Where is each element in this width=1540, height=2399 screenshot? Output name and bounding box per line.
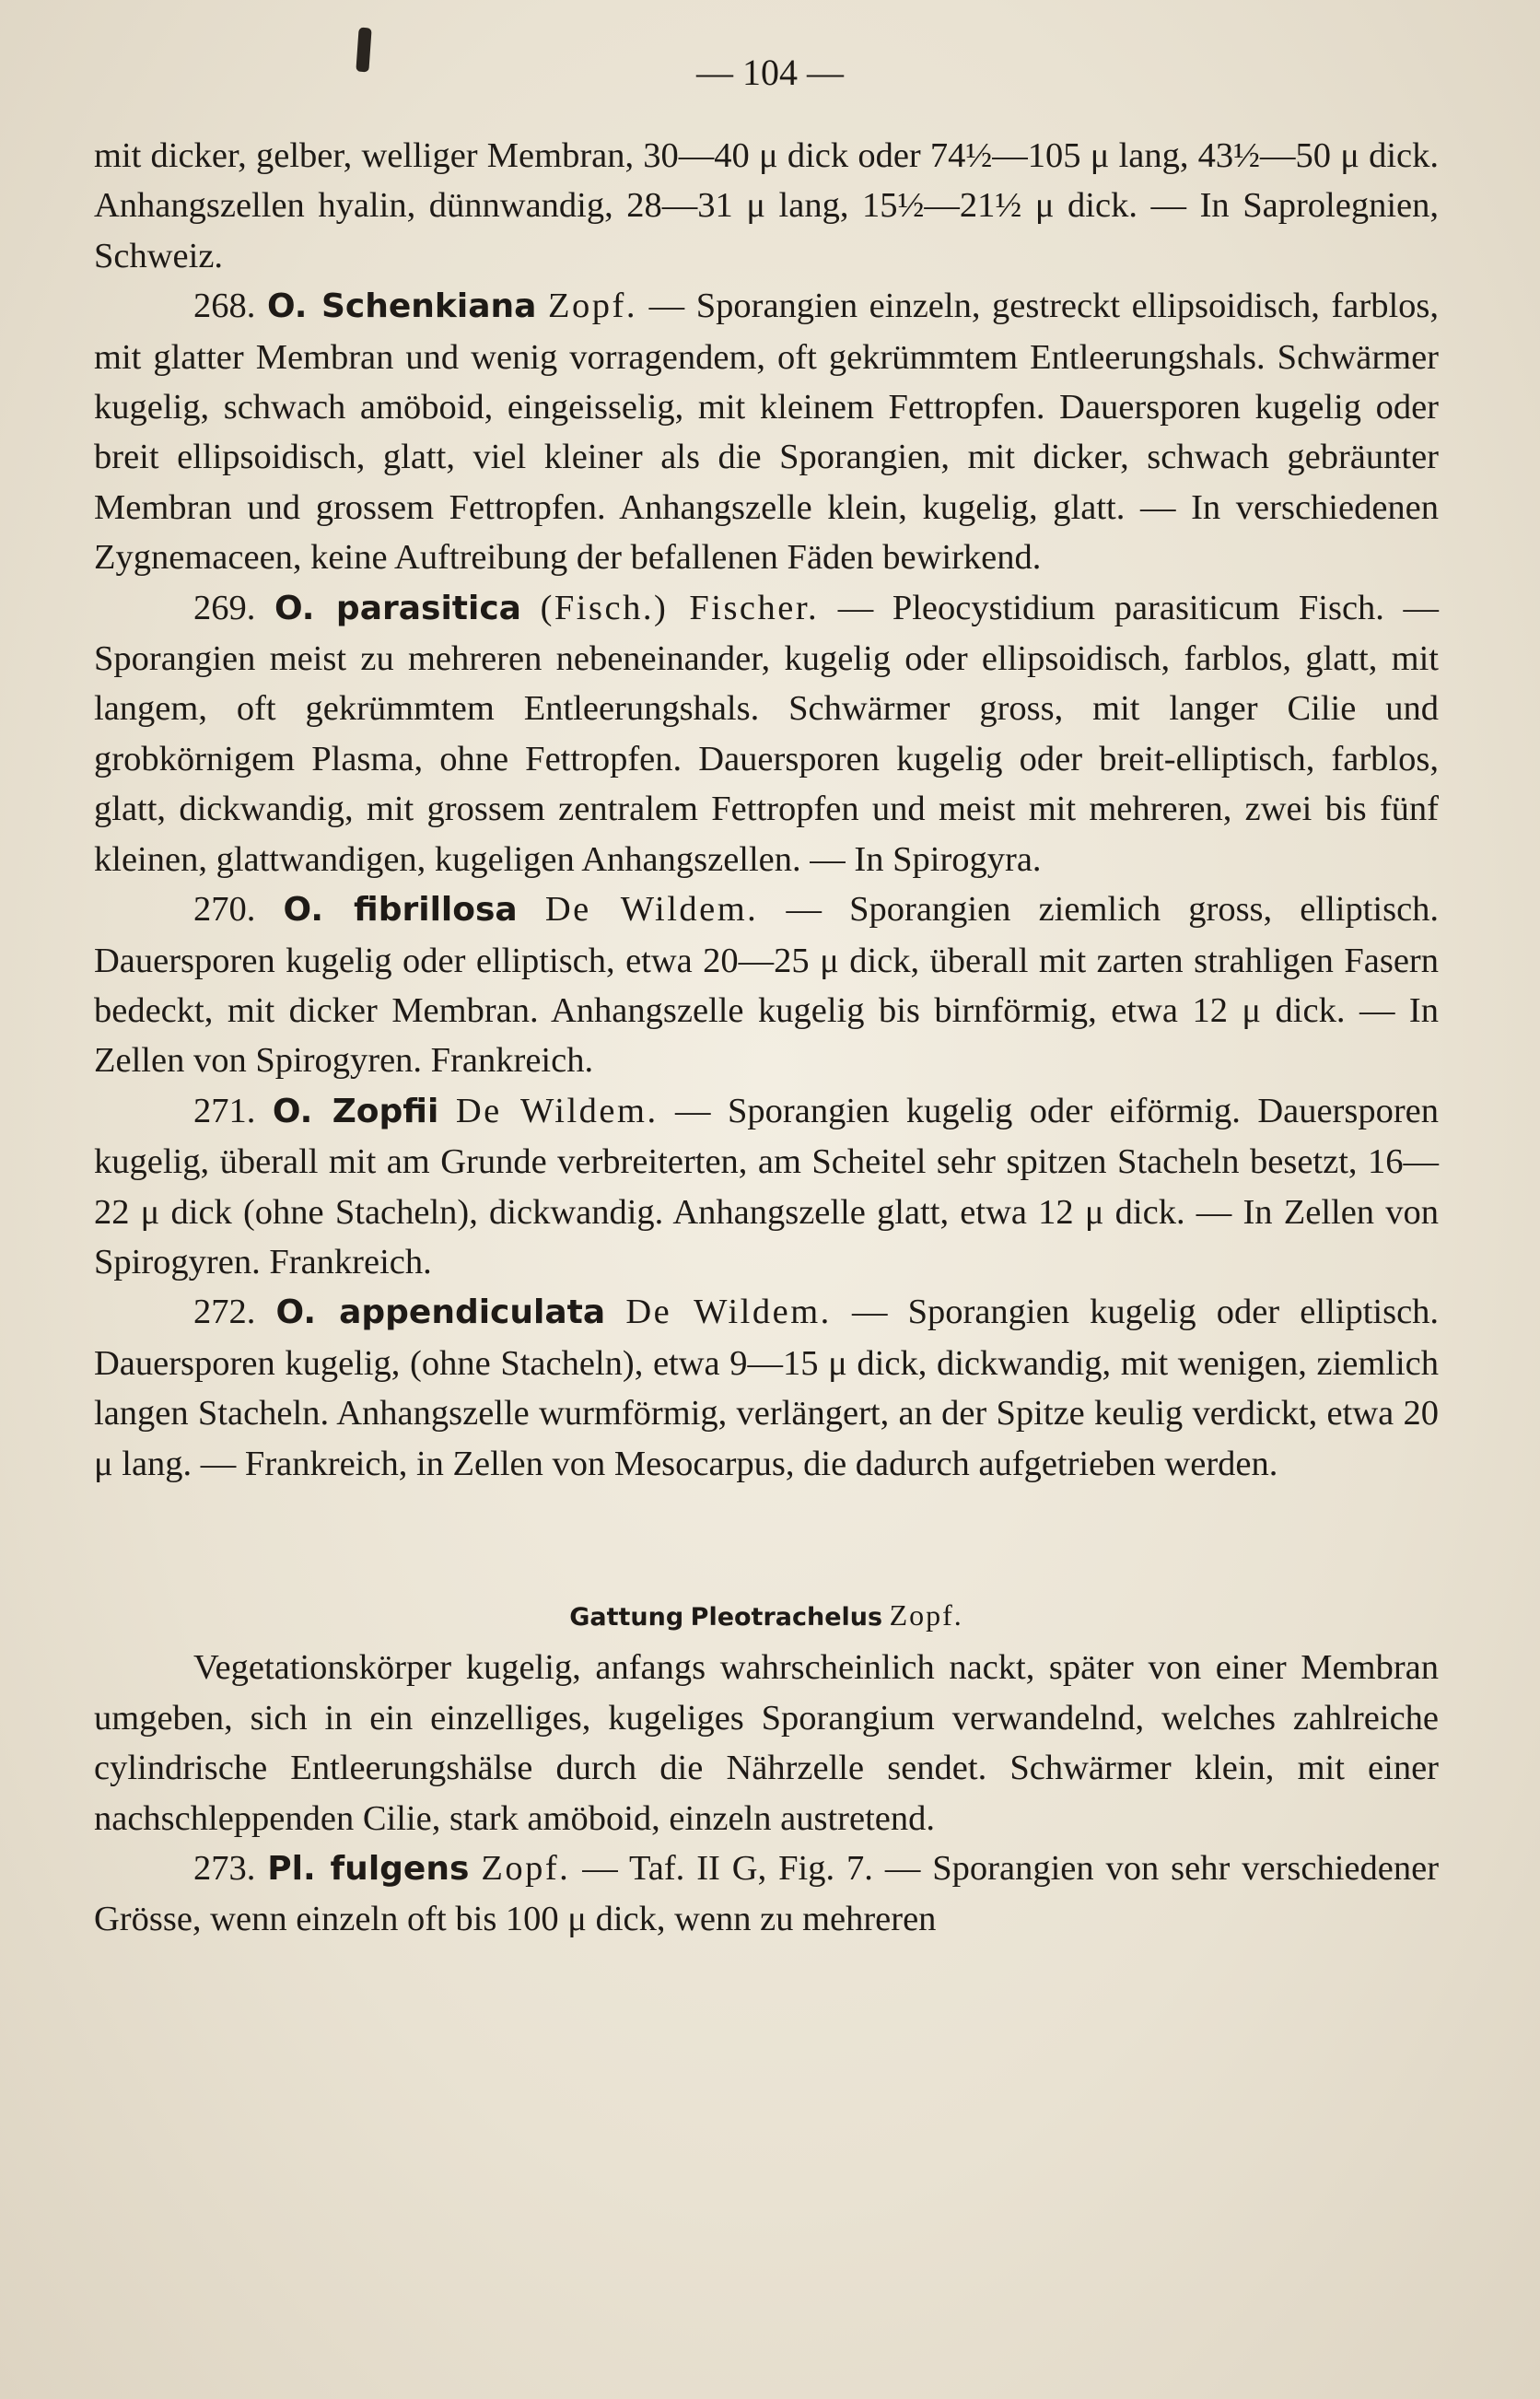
species-name: O. Zopfii [272,1092,439,1130]
species-name: Pl. fulgens [267,1850,470,1888]
genus-name: Pleotrachelus [690,1602,883,1632]
species-name: O. Schenkiana [266,287,537,326]
entry-number: 271. [193,1091,256,1130]
species-description: — Pleocystidium parasiticum Fisch. — Sporangien meist zu mehreren nebeneinander, kugelig oder ellipsoidisch, farblos, glatt, mit langem, oft gekrümmtem Entleerungshals. Schwärmer gross, mit langer Cilie und grobkörnigem Plasma, ohne Fettropfen. Dauersporen kugelig oder breit-elliptisch, farblos, glatt, dickwandig, mit grossem zentralem Fettropfen und meist mit mehreren, zwei bis fünf kleinen, glattwandigen, kugeligen Anhangszellen. — In Spirogyra. [94,588,1439,879]
species-entry-272 [94,1287,1439,1489]
page-number: — 104 — [696,52,844,93]
species-author: De Wildem. [625,1293,832,1332]
species-author: Zopf. [481,1849,571,1888]
section-spacer [94,1489,1439,1590]
species-entry-268 [94,281,1439,582]
entry-number: 268. [193,287,256,326]
species-description: — Sporangien kugelig oder eiförmig. Dauersporen kugelig, überall mit am Grunde verbreiterten, am Scheitel sehr spitzen Stacheln besetzt, 16—22 μ dick (ohne Stacheln), dickwandig. Anhangszelle glatt, etwa 12 μ dick. — In Zellen von Spirogyren. Frankreich. [94,1091,1440,1281]
species-name: O. parasitica [274,589,521,627]
entry-number: 273. [193,1849,256,1888]
page-body [94,131,1439,1945]
species-entry-273 [94,1843,1439,1945]
genus-heading [94,1590,1439,1643]
species-name: O. appendiculata [275,1293,606,1332]
species-author: De Wildem. [455,1091,659,1130]
species-description: — Sporangien einzeln, gestreckt ellipsoidisch, farblos, mit glatter Membran und wenig vorragendem, oft gekrümmtem Entleerungshals. Schwärmer kugelig, schwach amöboid, eingeisselig, mit kleinem Fettropfen. Dauersporen kugelig oder breit ellipsoidisch, glatt, viel kleiner als die Sporangien, mit dicker, schwach gebräunter Membran und grossem Fettropfen. Anhangszelle klein, kugelig, glatt. — In verschiedenen Zygnemaceen, keine Auftreibung der befallenen Fäden bewirkend. [94,287,1440,578]
species-author: (Fisch.) Fischer. [540,588,820,627]
species-description: — Taf. II G, Fig. 7. — Sporangien von sehr verschiedener Grösse, wenn einzeln oft bis 100 μ dick, wenn zu mehreren [94,1849,1440,1939]
species-author: Zopf. [548,287,637,326]
entry-number: 270. [193,890,256,930]
species-entry-269 [94,583,1439,884]
entry-number: 272. [193,1293,256,1332]
entry-number: 269. [193,588,256,627]
continuation-paragraph: mit dicker, gelber, welliger Membran, 30—40 μ dick oder 74½—105 μ lang, 43½—50 μ dick. Anhangszellen hyalin, dünnwandig, 28—31 μ lang, 15½—21½ μ dick. — In Saprolegnien, Schweiz. [94,136,1439,275]
genus-description: Vegetationskörper kugelig, anfangs wahrscheinlich nackt, später von einer Membran umgeben, sich in ein einzelliges, kugeliges Sporangium verwandelnd, welches zahlreiche cylindrische Entleerungshälse durch die Nährzelle sendet. Schwärmer klein, mit einer nachschleppenden Cilie, stark amöboid, einzeln austretend. [94,1648,1439,1838]
species-entry-270 [94,884,1439,1086]
species-name: O. fibrillosa [283,891,518,930]
species-entry-271 [94,1086,1439,1288]
genus-author: Zopf. [889,1597,963,1632]
species-author: De Wildem. [544,890,759,930]
genus-prefix: Gattung [569,1602,684,1632]
species-description: — Sporangien kugelig oder elliptisch. Dauersporen kugelig, (ohne Stacheln), etwa 9—15 μ dick, dickwandig, mit wenigen, ziemlich langen Stacheln. Anhangszelle wurmförmig, verlängert, an der Spitze keulig verdickt, etwa 20 μ lang. — Frankreich, in Zellen von Mesocarpus, die dadurch aufgetrieben werden. [94,1293,1440,1483]
species-description: — Sporangien ziemlich gross, elliptisch. Dauersporen kugelig oder elliptisch, etwa 20—25 μ dick, überall mit zarten strahligen Fasern bedeckt, mit dicker Membran. Anhangszelle kugelig bis birnförmig, etwa 12 μ dick. — In Zellen von Spirogyren. Frankreich. [94,890,1440,1081]
